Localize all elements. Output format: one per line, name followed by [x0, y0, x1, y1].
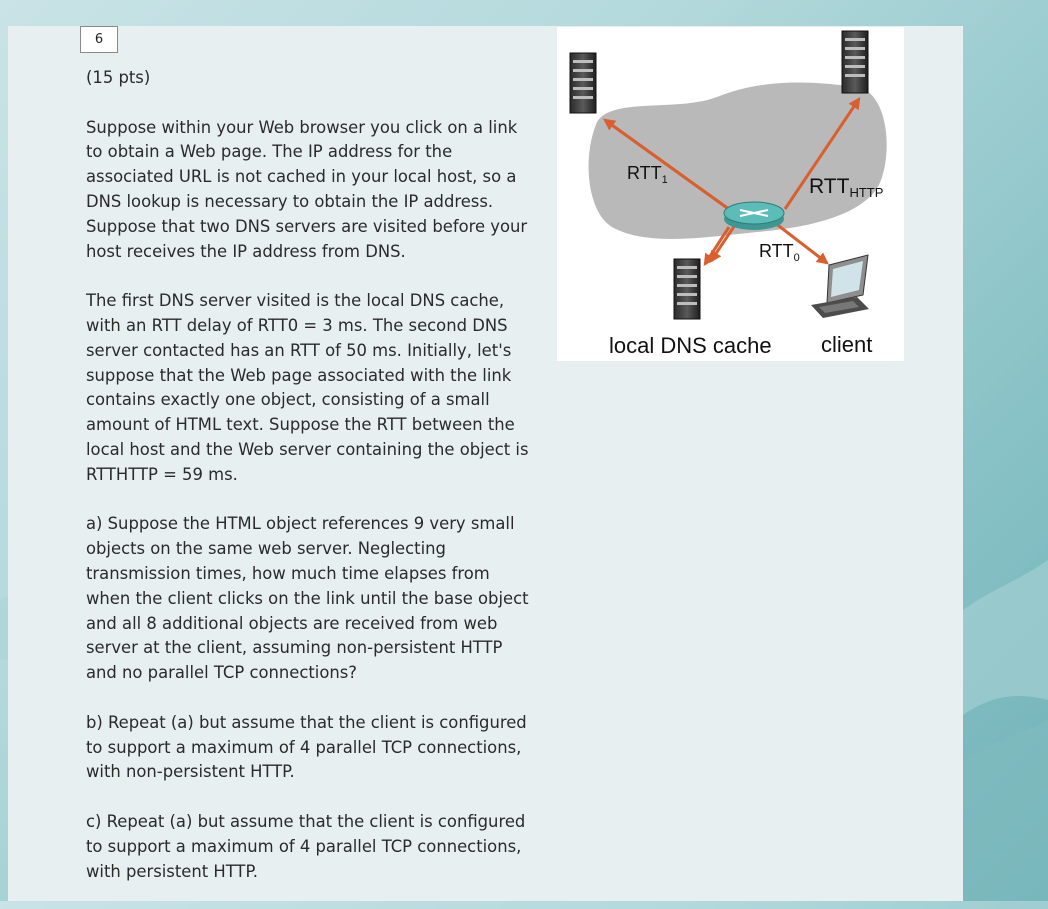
question-part-b: b) Repeat (a) but assume that the client is configured to support a maximum of 4 parallel TCP connections, with non-persistent HTTP.	[86, 712, 527, 782]
client-computer-icon	[811, 255, 869, 318]
label-rtt-http: $RTT_{HTTP}$	[809, 175, 884, 200]
dns-server-left-icon	[570, 53, 596, 113]
question-points: (15 pts)	[86, 68, 151, 87]
local-dns-cache-server-icon	[674, 259, 700, 319]
question-part-a: a) Suppose the HTML object references 9 very small objects on the same web server. Neglecting transmission times, how much time elapses from when the client clicks on the link until the base object and all 8 additional objects are received from web server at the client, assuming non-persistent HTTP and no parallel TCP connections?	[86, 514, 529, 683]
label-client: client	[821, 332, 873, 357]
question-part-c: c) Repeat (a) but assume that the client is configured to support a maximum of 4 parallel TCP connections, with persistent HTTP.	[86, 811, 526, 881]
label-rtt1: $RTT_1$	[627, 163, 668, 186]
label-local-dns-cache: local DNS cache	[609, 333, 772, 358]
question-paragraph-intro: Suppose within your Web browser you click on a link to obtain a Web page. The IP address for the associated URL is not cached in your local host, so a DNS lookup is necessary to obtain the IP address. Suppose that two DNS servers are visited before your host receives the IP address from DNS.	[86, 117, 528, 261]
router-icon	[724, 202, 784, 230]
dns-rtt-diagram	[557, 27, 904, 361]
question-text	[86, 66, 536, 909]
label-rtt0: $RTT_0$	[759, 241, 800, 264]
question-paragraph-setup: The first DNS server visited is the local DNS cache, with an RTT delay of RTT0 = 3 ms. The second DNS server contacted has an RTT of 50 ms. Initially, let's suppose that the Web page associated with the link contains exactly one object, consisting of a small amount of HTML text. Suppose the RTT between the local host and the Web server containing the object is RTTHTTP = 59 ms.	[86, 291, 529, 484]
web-server-icon	[842, 31, 868, 93]
question-number-badge: 6	[80, 26, 118, 53]
